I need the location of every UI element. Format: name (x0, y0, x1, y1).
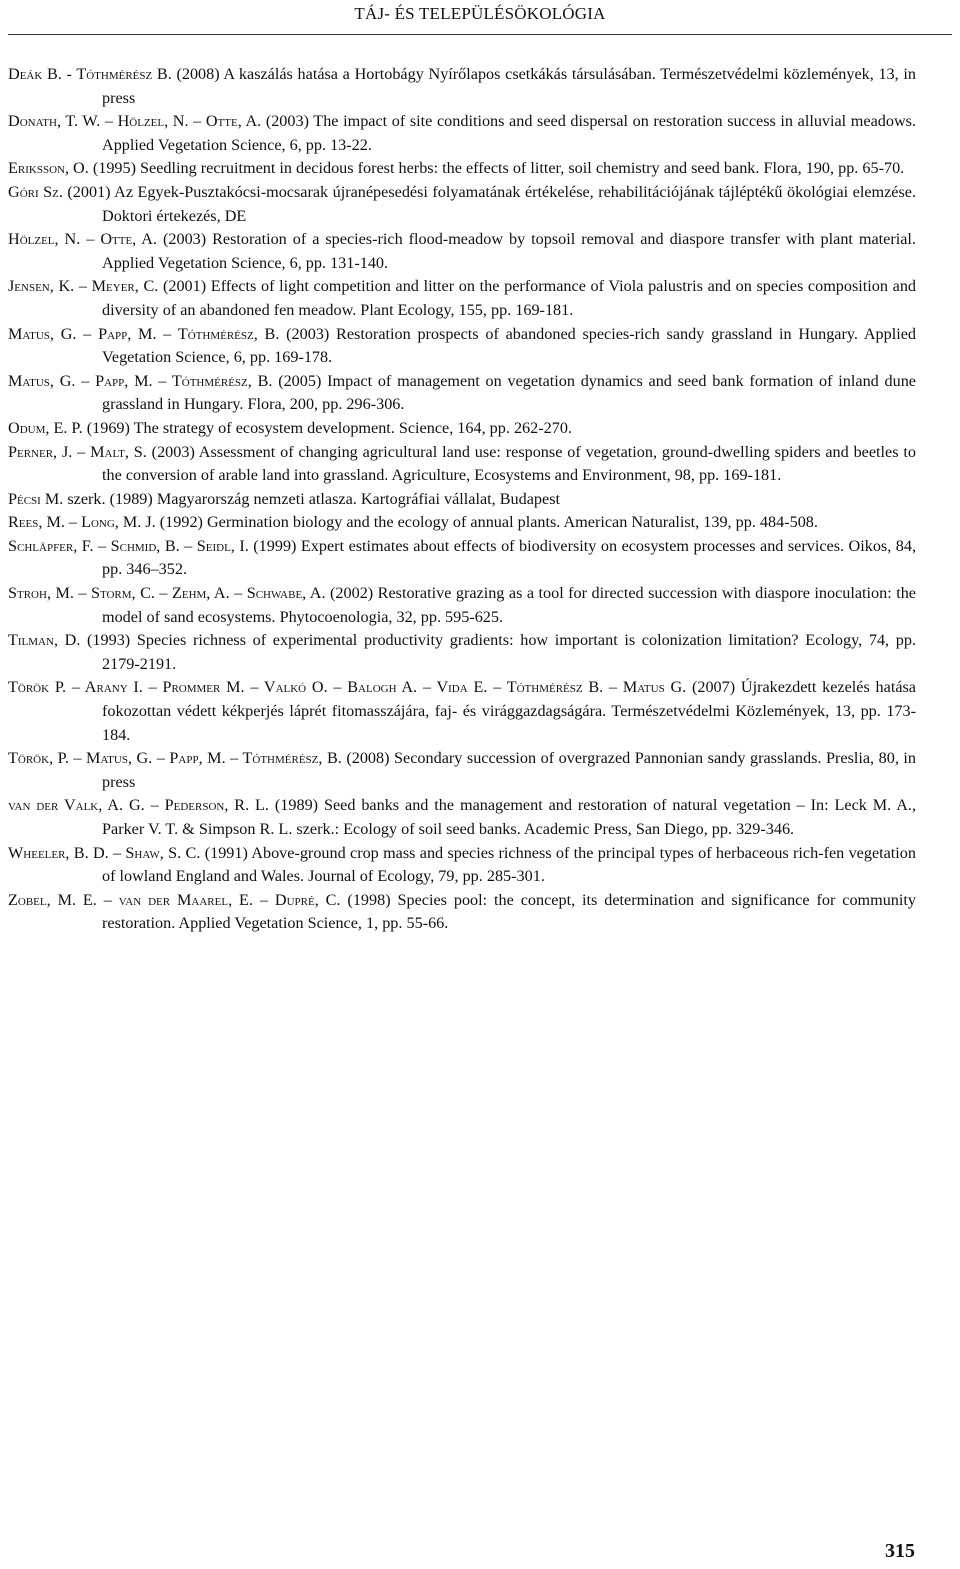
reference-entry (8, 110, 916, 157)
reference-details: (2005) Impact of management on vegetation dynamics and seed bank formation of inland dune grassland in Hungary. Flora, 200, pp. 296-306. (102, 371, 916, 414)
reference-entry (8, 323, 916, 370)
reference-details: (2008) A kaszálás hatása a Hortobágy Nyírőlapos csetkákás társulásában. Természetvédelmi közlemények, 13, in press (102, 65, 916, 107)
reference-details: (1995) Seedling recruitment in decidous forest herbs: the effects of litter, soil chemistry and seed bank. Flora, 190, pp. 65-70. (88, 159, 905, 178)
reference-details: (2003) Restoration prospects of abandoned species-rich sandy grassland in Hungary. Applied Vegetation Science, 6, pp. 169-178. (102, 324, 916, 367)
reference-details: (2002) Restorative grazing as a tool for directed succession with diaspore inoculation: the model of sand ecosystems. Phytocoenologia, 32, pp. 595-625. (102, 584, 916, 626)
reference-authors: Török, P. – Matus, G. – Papp, M. – Tóthmérész, B. (8, 749, 342, 768)
reference-entry (8, 228, 916, 275)
reference-details: (2003) Restoration of a species-rich flood-meadow by topsoil removal and diaspore transfer with plant material. Applied Vegetation Science, 6, pp. 131-140. (102, 230, 916, 272)
header-rule (8, 34, 952, 35)
reference-authors: Donath, T. W. – Hölzel, N. – Otte, A. (8, 112, 262, 131)
reference-details: (1992) Germination biology and the ecology of annual plants. American Naturalist, 139, pp. 484-508. (155, 513, 818, 532)
reference-authors: Matus, G. – Papp, M. – Tóthmérész, B. (8, 324, 280, 343)
reference-authors: Eriksson, O. (8, 159, 89, 178)
reference-authors: Schläpfer, F. – Schmid, B. – Seidl, I. (8, 536, 249, 555)
reference-details: (2007) Újrakezdett kezelés hatása fokozottan védett kékperjés láprét fitomasszájára, faj- és virággazdagságára. Természetvédelmi Közlemények, 13, pp. 173-184. (102, 678, 916, 744)
reference-details: (1999) Expert estimates about effects of biodiversity on ecosystem processes and services. Oikos, 84, pp. 346–352. (102, 536, 916, 579)
reference-entry (8, 181, 916, 228)
reference-details: (1969) The strategy of ecosystem development. Science, 164, pp. 262-270. (82, 418, 572, 437)
reference-authors: Góri Sz. (8, 182, 63, 201)
reference-authors: Tilman, D. (8, 631, 81, 650)
reference-entry (8, 488, 916, 512)
reference-authors: van der Valk, A. G. – Pederson, R. L. (8, 796, 269, 815)
reference-entry (8, 63, 916, 110)
reference-entry (8, 582, 916, 629)
reference-details: (1989) Seed banks and the management and restoration of natural vegetation – In: Leck M. A., Parker V. T. & Simpson R. L. szerk.: Ecology of soil seed banks. Academic Press, San Diego, pp. 329-346. (102, 796, 916, 838)
reference-details: (1993) Species richness of experimental productivity gradients: how important is colonization limitation? Ecology, 74, pp. 2179-2191. (80, 631, 916, 673)
reference-details: (2008) Secondary succession of overgrazed Pannonian sandy grasslands. Preslia, 80, in press (102, 749, 916, 791)
reference-authors: Zobel, M. E. – van der Maarel, E. – Dupré, C. (8, 890, 341, 909)
reference-entry (8, 889, 916, 936)
reference-authors: Rees, M. – Long, M. J. (8, 513, 156, 532)
reference-entry (8, 747, 916, 794)
reference-entry (8, 441, 916, 488)
reference-entry (8, 370, 916, 417)
reference-entry (8, 157, 916, 181)
reference-entry (8, 535, 916, 582)
reference-authors: Matus, G. – Papp, M. – Tóthmérész, B. (8, 371, 273, 390)
reference-authors: Hölzel, N. – Otte, A. (8, 230, 158, 249)
reference-entry (8, 275, 916, 322)
reference-authors: Stroh, M. – Storm, C. – Zehm, A. – Schwabe, A. (8, 584, 326, 603)
reference-authors: Wheeler, B. D. – Shaw, S. C. (8, 843, 201, 862)
page-number: 315 (885, 1540, 915, 1562)
reference-authors: Perner, J. – Malt, S. (8, 442, 147, 461)
reference-authors: Deák B. - Tóthmérész B. (8, 65, 172, 83)
reference-details: (2003) Assessment of changing agricultural land use: response of vegetation, ground-dwelling spiders and beetles to the conversion of arable land into grassland. Agriculture, Ecosystems and Environment, 98, pp. 169-181. (102, 442, 916, 485)
reference-authors: Odum, E. P. (8, 418, 83, 437)
reference-entry (8, 794, 916, 841)
running-header: TÁJ- ÉS TELEPÜLÉSÖKOLÓGIA (354, 4, 606, 23)
reference-entry (8, 511, 916, 535)
reference-details: (1991) Above-ground crop mass and species richness of the principal types of herbaceous rich-fen vegetation of lowland England and Wales. Journal of Ecology, 79, pp. 285-301. (102, 843, 916, 886)
reference-authors: Pécsi M. (8, 489, 64, 508)
reference-details: szerk. (1989) Magyarország nemzeti atlasza. Kartográfiai vállalat, Budapest (63, 489, 560, 508)
reference-entry (8, 676, 916, 747)
reference-details: (1998) Species pool: the concept, its determination and significance for community restoration. Applied Vegetation Science, 1, pp. 55-66. (102, 890, 916, 933)
reference-details: (2001) Az Egyek-Pusztakócsi-mocsarak újranépesedési folyamatának értékelése, rehabilitációjának tájléptékű ökológiai elemzése. Doktori értekezés, DE (62, 182, 916, 225)
reference-entry (8, 417, 916, 441)
reference-authors: Török P. – Arany I. – Prommer M. – Valkó O. – Balogh A. – Vida E. – Tóthmérész B. – Matus G. (8, 678, 687, 697)
reference-authors: Jensen, K. – Meyer, C. (8, 277, 159, 296)
reference-details: (2003) The impact of site conditions and seed dispersal on restoration success in alluvial meadows. Applied Vegetation Science, 6, pp. 13-22. (102, 112, 916, 154)
reference-list (8, 63, 916, 936)
reference-entry (8, 842, 916, 889)
reference-entry (8, 629, 916, 676)
reference-details: (2001) Effects of light competition and litter on the performance of Viola palustris and on species composition and diversity of an abandoned fen meadow. Plant Ecology, 155, pp. 169-181. (102, 277, 917, 319)
